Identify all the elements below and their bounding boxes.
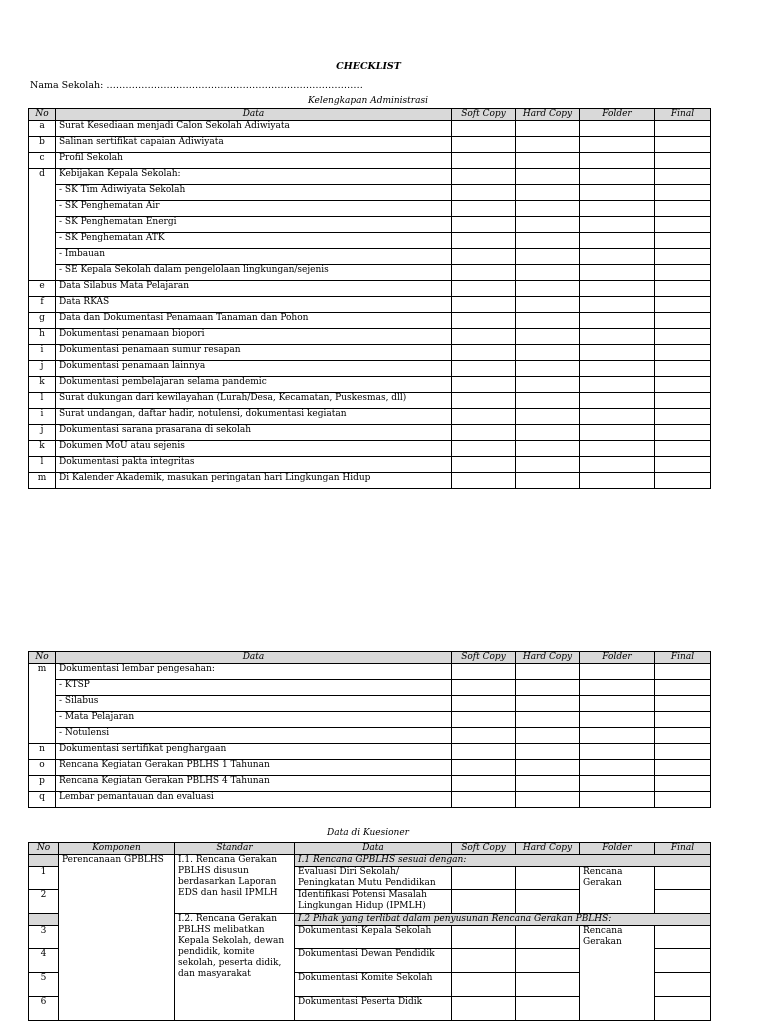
hard-copy-checkbox[interactable]: [516, 377, 580, 393]
hard-copy-checkbox[interactable]: [516, 393, 580, 409]
row-number: d: [29, 169, 56, 281]
folder-checkbox[interactable]: [580, 249, 655, 265]
final-checkbox[interactable]: [655, 973, 711, 997]
soft-copy-checkbox[interactable]: [452, 137, 516, 153]
hard-copy-checkbox[interactable]: [516, 233, 580, 249]
data-cell: Lembar pemantauan dan evaluasi: [56, 792, 452, 808]
col-header-standar: Standar: [175, 843, 295, 855]
final-checkbox[interactable]: [655, 281, 711, 297]
final-checkbox[interactable]: [655, 249, 711, 265]
data-cell: Dokumentasi pembelajaran selama pandemic: [56, 377, 452, 393]
table-row: [29, 361, 711, 377]
folder-checkbox[interactable]: [580, 792, 655, 808]
soft-copy-checkbox[interactable]: [452, 776, 516, 792]
hard-copy-checkbox[interactable]: [516, 441, 580, 457]
hard-copy-checkbox[interactable]: [516, 744, 580, 760]
final-checkbox[interactable]: [655, 441, 711, 457]
row-number: h: [29, 329, 56, 345]
row-number: 5: [29, 973, 59, 997]
row-number: j: [29, 361, 56, 377]
hard-copy-checkbox[interactable]: [516, 249, 580, 265]
row-number: 4: [29, 949, 59, 973]
standar-cell: I.2. Rencana Gerakan PBLHS melibatkan Kepala Sekolah, dewan pendidik, komite sekolah, peserta didik, dan masyarakat: [175, 914, 295, 1021]
folder-checkbox[interactable]: [580, 728, 655, 744]
table-row: [29, 169, 711, 185]
col-header-data: Data: [56, 652, 452, 664]
folder-checkbox[interactable]: [580, 121, 655, 137]
data-cell: Surat dukungan dari kewilayahan (Lurah/Desa, Kecamatan, Puskesmas, dll): [56, 393, 452, 409]
subheading-row: I.2 Pihak yang terlibat dalam penyusunan Rencana Gerakan PBLHS:: [295, 914, 711, 926]
col-header-data: Data: [56, 109, 452, 121]
col-header-no: No: [29, 109, 56, 121]
folder-checkbox[interactable]: [580, 217, 655, 233]
data-cell: Dokumentasi Kepala Sekolah: [295, 926, 452, 949]
hard-copy-checkbox[interactable]: [516, 361, 580, 377]
soft-copy-checkbox[interactable]: [452, 313, 516, 329]
table-row: [29, 776, 711, 792]
admin-checklist-table: [28, 108, 711, 489]
table-row: [29, 393, 711, 409]
standar-cell: I.1. Rencana Gerakan PBLHS disusun berdasarkan Laporan EDS dan hasil IPMLH: [175, 855, 295, 914]
soft-copy-checkbox[interactable]: [452, 744, 516, 760]
row-number: 6: [29, 997, 59, 1021]
soft-copy-checkbox[interactable]: [452, 249, 516, 265]
final-checkbox[interactable]: [655, 393, 711, 409]
hard-copy-checkbox[interactable]: [516, 680, 580, 696]
folder-checkbox[interactable]: [580, 696, 655, 712]
final-checkbox[interactable]: [655, 121, 711, 137]
row-number: q: [29, 792, 56, 808]
folder-checkbox[interactable]: [580, 680, 655, 696]
final-checkbox[interactable]: [655, 153, 711, 169]
table-row: [29, 249, 711, 265]
soft-copy-checkbox[interactable]: [452, 425, 516, 441]
final-checkbox[interactable]: [655, 409, 711, 425]
final-checkbox[interactable]: [655, 949, 711, 973]
soft-copy-checkbox[interactable]: [452, 409, 516, 425]
soft-copy-checkbox[interactable]: [452, 473, 516, 489]
soft-copy-checkbox[interactable]: [452, 297, 516, 313]
table-row: [29, 409, 711, 425]
col-header-no: No: [29, 843, 59, 855]
final-checkbox[interactable]: [655, 425, 711, 441]
folder-checkbox[interactable]: [580, 281, 655, 297]
folder-cell: Rencana Gerakan: [580, 867, 655, 890]
data-cell: Surat undangan, daftar hadir, notulensi, dokumentasi kegiatan: [56, 409, 452, 425]
final-checkbox[interactable]: [655, 329, 711, 345]
col-header-final: Final: [655, 843, 711, 855]
folder-checkbox[interactable]: [580, 297, 655, 313]
hard-copy-checkbox[interactable]: [516, 281, 580, 297]
soft-copy-checkbox[interactable]: [452, 185, 516, 201]
col-header-hard-copy: Hard Copy: [516, 652, 580, 664]
row-number: 2: [29, 890, 59, 914]
table-row: [29, 425, 711, 441]
table-row: [29, 457, 711, 473]
table-row: [29, 377, 711, 393]
data-cell: Di Kalender Akademik, masukan peringatan hari Lingkungan Hidup: [56, 473, 452, 489]
folder-checkbox[interactable]: [580, 457, 655, 473]
soft-copy-checkbox[interactable]: [452, 121, 516, 137]
final-checkbox[interactable]: [655, 776, 711, 792]
soft-copy-checkbox[interactable]: [452, 233, 516, 249]
hard-copy-checkbox[interactable]: [516, 890, 580, 914]
soft-copy-checkbox[interactable]: [452, 169, 516, 185]
data-cell: Identifikasi Potensi Masalah Lingkungan Hidup (IPMLH): [295, 890, 452, 914]
data-cell: - SK Penghematan Air: [56, 201, 452, 217]
folder-checkbox[interactable]: [580, 409, 655, 425]
hard-copy-checkbox[interactable]: [516, 345, 580, 361]
soft-copy-checkbox[interactable]: [452, 973, 516, 997]
row-number: a: [29, 121, 56, 137]
row-number: o: [29, 760, 56, 776]
table-row: [29, 185, 711, 201]
table-row: [29, 712, 711, 728]
folder-checkbox[interactable]: [580, 776, 655, 792]
col-header-data: Data: [295, 843, 452, 855]
final-checkbox[interactable]: [655, 792, 711, 808]
soft-copy-checkbox[interactable]: [452, 792, 516, 808]
hard-copy-checkbox[interactable]: [516, 185, 580, 201]
data-cell: - Silabus: [56, 696, 452, 712]
data-cell: Dokumentasi penamaan biopori: [56, 329, 452, 345]
col-header-no: No: [29, 652, 56, 664]
soft-copy-checkbox[interactable]: [452, 281, 516, 297]
col-header-soft-copy: Soft Copy: [452, 109, 516, 121]
data-cell: Evaluasi Diri Sekolah/ Peningkatan Mutu Pendidikan: [295, 867, 452, 890]
table-row: [29, 696, 711, 712]
folder-checkbox[interactable]: [580, 393, 655, 409]
row-number: b: [29, 137, 56, 153]
row-number: 3: [29, 926, 59, 949]
kuesioner-table: [28, 842, 711, 1021]
soft-copy-checkbox[interactable]: [452, 329, 516, 345]
final-checkbox[interactable]: [655, 377, 711, 393]
hard-copy-checkbox[interactable]: [516, 153, 580, 169]
row-number: n: [29, 744, 56, 760]
row-number: m: [29, 664, 56, 744]
data-cell: Dokumentasi Komite Sekolah: [295, 973, 452, 997]
folder-cell: [580, 890, 655, 914]
data-cell: Kebijakan Kepala Sekolah:: [56, 169, 452, 185]
final-checkbox[interactable]: [655, 217, 711, 233]
folder-checkbox[interactable]: [580, 345, 655, 361]
col-header-final: Final: [655, 109, 711, 121]
table-row: [29, 792, 711, 808]
data-cell: Dokumentasi penamaan sumur resapan: [56, 345, 452, 361]
soft-copy-checkbox[interactable]: [452, 680, 516, 696]
data-cell: Data Silabus Mata Pelajaran: [56, 281, 452, 297]
final-checkbox[interactable]: [655, 361, 711, 377]
soft-copy-checkbox[interactable]: [452, 265, 516, 281]
final-checkbox[interactable]: [655, 313, 711, 329]
soft-copy-checkbox[interactable]: [452, 664, 516, 680]
soft-copy-checkbox[interactable]: [452, 217, 516, 233]
folder-checkbox[interactable]: [580, 441, 655, 457]
folder-checkbox[interactable]: [580, 425, 655, 441]
data-cell: Dokumentasi sarana prasarana di sekolah: [56, 425, 452, 441]
section1-caption: Kelengkapan Administrasi: [308, 96, 428, 106]
data-cell: Dokumentasi sertifikat penghargaan: [56, 744, 452, 760]
table-row: [29, 201, 711, 217]
page-title: CHECKLIST: [336, 61, 401, 72]
table-row: [29, 233, 711, 249]
hard-copy-checkbox[interactable]: [516, 776, 580, 792]
folder-checkbox[interactable]: [580, 169, 655, 185]
data-cell: - SK Penghematan ATK: [56, 233, 452, 249]
final-checkbox[interactable]: [655, 345, 711, 361]
table-row: [29, 329, 711, 345]
folder-checkbox[interactable]: [580, 473, 655, 489]
data-cell: Dokumentasi lembar pengesahan:: [56, 664, 452, 680]
table-row: [29, 137, 711, 153]
table-row: [29, 728, 711, 744]
hard-copy-checkbox[interactable]: [516, 457, 580, 473]
hard-copy-checkbox[interactable]: [516, 265, 580, 281]
data-cell: Dokumen MoU atau sejenis: [56, 441, 452, 457]
col-header-folder: Folder: [580, 652, 655, 664]
data-cell: - SK Penghematan Energi: [56, 217, 452, 233]
row-number: c: [29, 153, 56, 169]
final-checkbox[interactable]: [655, 473, 711, 489]
soft-copy-checkbox[interactable]: [452, 393, 516, 409]
soft-copy-checkbox[interactable]: [452, 728, 516, 744]
final-checkbox[interactable]: [655, 265, 711, 281]
soft-copy-checkbox[interactable]: [452, 997, 516, 1021]
hard-copy-checkbox[interactable]: [516, 329, 580, 345]
final-checkbox[interactable]: [655, 185, 711, 201]
hard-copy-checkbox[interactable]: [516, 313, 580, 329]
data-cell: Salinan sertifikat capaian Adiwiyata: [56, 137, 452, 153]
row-number: m: [29, 473, 56, 489]
folder-checkbox[interactable]: [580, 744, 655, 760]
soft-copy-checkbox[interactable]: [452, 361, 516, 377]
final-checkbox[interactable]: [655, 997, 711, 1021]
folder-checkbox[interactable]: [580, 265, 655, 281]
soft-copy-checkbox[interactable]: [452, 696, 516, 712]
hard-copy-checkbox[interactable]: [516, 997, 580, 1021]
row-number: l: [29, 457, 56, 473]
hard-copy-checkbox[interactable]: [516, 696, 580, 712]
hard-copy-checkbox[interactable]: [516, 201, 580, 217]
soft-copy-checkbox[interactable]: [452, 377, 516, 393]
col-header-soft-copy: Soft Copy: [452, 843, 516, 855]
data-cell: - Notulensi: [56, 728, 452, 744]
hard-copy-checkbox[interactable]: [516, 867, 580, 890]
folder-checkbox[interactable]: [580, 153, 655, 169]
table-row: [29, 473, 711, 489]
table-row: [29, 680, 711, 696]
soft-copy-checkbox[interactable]: [452, 201, 516, 217]
table-cell: [29, 914, 59, 926]
komponen-cell: Perencanaan GPBLHS: [59, 855, 175, 1021]
data-cell: Dokumentasi Peserta Didik: [295, 997, 452, 1021]
data-cell: - SE Kepala Sekolah dalam pengelolaan lingkungan/sejenis: [56, 265, 452, 281]
final-checkbox[interactable]: [655, 201, 711, 217]
hard-copy-checkbox[interactable]: [516, 121, 580, 137]
final-checkbox[interactable]: [655, 297, 711, 313]
hard-copy-checkbox[interactable]: [516, 949, 580, 973]
row-number: i: [29, 345, 56, 361]
hard-copy-checkbox[interactable]: [516, 760, 580, 776]
row-number: 1: [29, 867, 59, 890]
data-cell: Data dan Dokumentasi Penamaan Tanaman dan Pohon: [56, 313, 452, 329]
hard-copy-checkbox[interactable]: [516, 409, 580, 425]
hard-copy-checkbox[interactable]: [516, 297, 580, 313]
subheading-row: I.1 Rencana GPBLHS sesuai dengan:: [295, 855, 711, 867]
final-checkbox[interactable]: [655, 457, 711, 473]
section3-caption: Data di Kuesioner: [327, 828, 409, 838]
folder-checkbox[interactable]: [580, 712, 655, 728]
final-checkbox[interactable]: [655, 926, 711, 949]
col-header-final: Final: [655, 652, 711, 664]
row-number: j: [29, 425, 56, 441]
table-row: [29, 153, 711, 169]
folder-checkbox[interactable]: [580, 137, 655, 153]
folder-checkbox[interactable]: [580, 329, 655, 345]
hard-copy-checkbox[interactable]: [516, 169, 580, 185]
table-cell: [29, 855, 59, 867]
col-header-soft-copy: Soft Copy: [452, 652, 516, 664]
folder-checkbox[interactable]: [580, 313, 655, 329]
hard-copy-checkbox[interactable]: [516, 473, 580, 489]
row-number: k: [29, 377, 56, 393]
data-cell: Dokumentasi pakta integritas: [56, 457, 452, 473]
soft-copy-checkbox[interactable]: [452, 441, 516, 457]
hard-copy-checkbox[interactable]: [516, 217, 580, 233]
row-number: g: [29, 313, 56, 329]
data-cell: Profil Sekolah: [56, 153, 452, 169]
folder-checkbox[interactable]: [580, 664, 655, 680]
folder-checkbox[interactable]: [580, 760, 655, 776]
table-row: [29, 313, 711, 329]
hard-copy-checkbox[interactable]: [516, 973, 580, 997]
folder-checkbox[interactable]: [580, 201, 655, 217]
table-row: [29, 297, 711, 313]
table-row: [29, 265, 711, 281]
data-cell: Surat Kesediaan menjadi Calon Sekolah Adiwiyata: [56, 121, 452, 137]
final-checkbox[interactable]: [655, 696, 711, 712]
table-row: [29, 441, 711, 457]
soft-copy-checkbox[interactable]: [452, 949, 516, 973]
folder-checkbox[interactable]: [580, 361, 655, 377]
col-header-komponen: Komponen: [59, 843, 175, 855]
folder-checkbox[interactable]: [580, 185, 655, 201]
col-header-folder: Folder: [580, 843, 655, 855]
data-cell: Dokumentasi penamaan lainnya: [56, 361, 452, 377]
data-cell: Dokumentasi Dewan Pendidik: [295, 949, 452, 973]
table-row: [29, 281, 711, 297]
final-checkbox[interactable]: [655, 137, 711, 153]
final-checkbox[interactable]: [655, 233, 711, 249]
soft-copy-checkbox[interactable]: [452, 153, 516, 169]
hard-copy-checkbox[interactable]: [516, 425, 580, 441]
table-row: [29, 217, 711, 233]
final-checkbox[interactable]: [655, 744, 711, 760]
row-number: e: [29, 281, 56, 297]
folder-cell: Rencana Gerakan: [580, 926, 655, 1021]
col-header-folder: Folder: [580, 109, 655, 121]
school-name-field[interactable]: Nama Sekolah: ………………………………………………………………………: [30, 80, 363, 91]
data-cell: - KTSP: [56, 680, 452, 696]
data-cell: - SK Tim Adiwiyata Sekolah: [56, 185, 452, 201]
hard-copy-checkbox[interactable]: [516, 926, 580, 949]
data-cell: - Mata Pelajaran: [56, 712, 452, 728]
table-row: [29, 744, 711, 760]
final-checkbox[interactable]: [655, 712, 711, 728]
col-header-hard-copy: Hard Copy: [516, 843, 580, 855]
table-row: [29, 760, 711, 776]
data-cell: Data RKAS: [56, 297, 452, 313]
row-number: i: [29, 409, 56, 425]
folder-checkbox[interactable]: [580, 377, 655, 393]
hard-copy-checkbox[interactable]: [516, 728, 580, 744]
folder-checkbox[interactable]: [580, 233, 655, 249]
soft-copy-checkbox[interactable]: [452, 712, 516, 728]
row-number: p: [29, 776, 56, 792]
data-cell: Rencana Kegiatan Gerakan PBLHS 4 Tahunan: [56, 776, 452, 792]
soft-copy-checkbox[interactable]: [452, 457, 516, 473]
col-header-hard-copy: Hard Copy: [516, 109, 580, 121]
hard-copy-checkbox[interactable]: [516, 664, 580, 680]
soft-copy-checkbox[interactable]: [452, 867, 516, 890]
final-checkbox[interactable]: [655, 760, 711, 776]
row-number: f: [29, 297, 56, 313]
data-cell: - Imbauan: [56, 249, 452, 265]
final-checkbox[interactable]: [655, 867, 711, 890]
row-number: l: [29, 393, 56, 409]
final-checkbox[interactable]: [655, 169, 711, 185]
table-row: [29, 345, 711, 361]
final-checkbox[interactable]: [655, 890, 711, 914]
soft-copy-checkbox[interactable]: [452, 760, 516, 776]
soft-copy-checkbox[interactable]: [452, 926, 516, 949]
final-checkbox[interactable]: [655, 680, 711, 696]
hard-copy-checkbox[interactable]: [516, 137, 580, 153]
final-checkbox[interactable]: [655, 728, 711, 744]
soft-copy-checkbox[interactable]: [452, 890, 516, 914]
final-checkbox[interactable]: [655, 664, 711, 680]
table-row: [29, 121, 711, 137]
hard-copy-checkbox[interactable]: [516, 712, 580, 728]
soft-copy-checkbox[interactable]: [452, 345, 516, 361]
row-number: k: [29, 441, 56, 457]
data-cell: Rencana Kegiatan Gerakan PBLHS 1 Tahunan: [56, 760, 452, 776]
table-row: [29, 664, 711, 680]
pengesahan-checklist-table: [28, 651, 711, 808]
hard-copy-checkbox[interactable]: [516, 792, 580, 808]
